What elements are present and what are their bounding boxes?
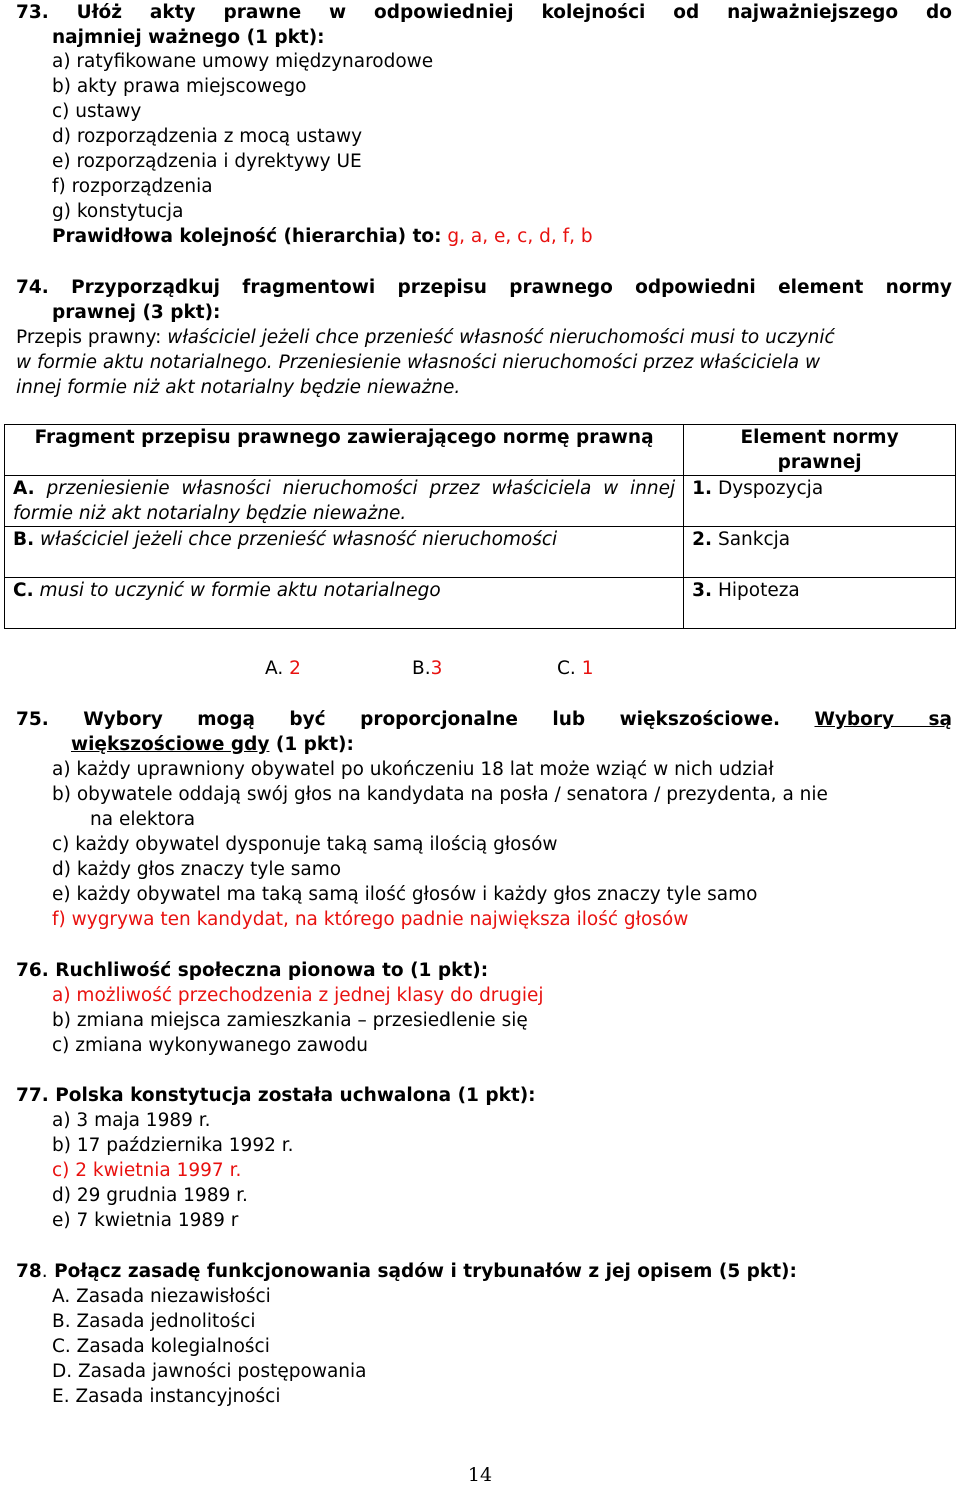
q77-option-a: a) 3 maja 1989 r. — [52, 1110, 211, 1131]
q76-option-b: b) zmiana miejsca zamieszkania – przesiedlenie się — [52, 1010, 528, 1031]
q76-option-a: a) możliwość przechodzenia z jednej klasy do drugiej — [52, 985, 544, 1006]
q78-title: 78. Połącz zasadę funkcjonowania sądów i trybunałów z jej opisem (5 pkt): — [16, 1261, 797, 1282]
q75-option-a: a) każdy uprawniony obywatel po ukończeniu 18 lat może wziąć w nich udział — [52, 759, 774, 780]
q74-przepis-line1: Przepis prawny: właściciel jeżeli chce przenieść własność nieruchomości musi to uczynić — [16, 327, 835, 348]
q73-title-line2: najmniej ważnego (1 pkt): — [52, 27, 325, 48]
q73-answer-value: g, a, e, c, d, f, b — [447, 226, 593, 247]
q73-option-a: a) ratyfikowane umowy międzynarodowe — [52, 51, 434, 72]
q75-option-c: c) każdy obywatel dysponuje taką samą ilością głosów — [52, 834, 558, 855]
table-row — [5, 476, 956, 527]
q74-answer-a: A. 2 — [265, 658, 301, 679]
q73-option-g: g) konstytucja — [52, 201, 184, 222]
table-row — [5, 578, 956, 629]
q78-option-e: E. Zasada instancyjności — [52, 1386, 281, 1407]
norm-table — [4, 424, 956, 629]
q78-option-a: A. Zasada niezawisłości — [52, 1286, 271, 1307]
table-cell-fragment: A. przeniesienie własności nieruchomości przez właściciela w innej formie niż akt notarialny będzie nieważne. — [5, 476, 684, 527]
q77-title: 77. Polska konstytucja została uchwalona (1 pkt): — [16, 1085, 536, 1106]
q76-title: 76. Ruchliwość społeczna pionowa to (1 pkt): — [16, 960, 489, 981]
table-cell-fragment: B. właściciel jeżeli chce przenieść własność nieruchomości — [5, 527, 684, 578]
q73-option-d: d) rozporządzenia z mocą ustawy — [52, 126, 363, 147]
table-cell-element: 1. Dyspozycja — [684, 476, 956, 527]
table-header-right: Element normy prawnej — [684, 425, 956, 476]
q74-przepis-line2: w formie aktu notarialnego. Przeniesienie własności nieruchomości przez właściciela w — [16, 352, 821, 373]
q77-option-d: d) 29 grudnia 1989 r. — [52, 1185, 248, 1206]
q73-title-line1: 73. Ułóż akty prawne w odpowiedniej kolejności od najważniejszego do — [16, 2, 952, 23]
q76-option-c: c) zmiana wykonywanego zawodu — [52, 1035, 369, 1056]
q75-option-b: b) obywatele oddają swój głos na kandydata na posła / senatora / prezydenta, a nie — [52, 784, 828, 805]
q75-option-f: f) wygrywa ten kandydat, na którego padnie największa ilość głosów — [52, 909, 689, 930]
table-row — [5, 527, 956, 578]
q73-option-b: b) akty prawa miejscowego — [52, 76, 307, 97]
q77-option-b: b) 17 października 1992 r. — [52, 1135, 294, 1156]
table-cell-element: 2. Sankcja — [684, 527, 956, 578]
q77-option-e: e) 7 kwietnia 1989 r — [52, 1210, 239, 1231]
q74-przepis-line3: innej formie niż akt notarialny będzie nieważne. — [16, 377, 461, 398]
q78-option-b: B. Zasada jednolitości — [52, 1311, 256, 1332]
q73-answer — [52, 224, 593, 249]
q74-title-line1: 74. Przyporządkuj fragmentowi przepisu prawnego odpowiedni element normy — [16, 277, 952, 298]
q75-title-line1: 75. Wybory mogą być proporcjonalne lub większościowe. Wybory są — [16, 709, 952, 730]
q73-option-f: f) rozporządzenia — [52, 176, 213, 197]
q78-option-c: C. Zasada kolegialności — [52, 1336, 270, 1357]
q74-answer-b: B.3 — [412, 658, 443, 679]
q73-option-c: c) ustawy — [52, 101, 142, 122]
q73-answer-label: Prawidłowa kolejność (hierarchia) to: — [52, 226, 442, 247]
q73-option-e: e) rozporządzenia i dyrektywy UE — [52, 151, 362, 172]
q75-title-line2: większościowe gdy (1 pkt): — [71, 734, 354, 755]
q75-option-d: d) każdy głos znaczy tyle samo — [52, 859, 342, 880]
q75-option-e: e) każdy obywatel ma taką samą ilość głosów i każdy głos znaczy tyle samo — [52, 884, 758, 905]
table-header-left: Fragment przepisu prawnego zawierającego normę prawną — [5, 425, 684, 476]
table-cell-element: 3. Hipoteza — [684, 578, 956, 629]
table-header-row — [5, 425, 956, 476]
q75-option-b-cont: na elektora — [90, 809, 196, 830]
q74-title-line2: prawnej (3 pkt): — [52, 302, 221, 323]
q74-answer-c: C. 1 — [557, 658, 594, 679]
page-number: 14 — [467, 1464, 493, 1486]
q78-option-d: D. Zasada jawności postępowania — [52, 1361, 367, 1382]
table-cell-fragment: C. musi to uczynić w formie aktu notarialnego — [5, 578, 684, 629]
q77-option-c: c) 2 kwietnia 1997 r. — [52, 1160, 242, 1181]
